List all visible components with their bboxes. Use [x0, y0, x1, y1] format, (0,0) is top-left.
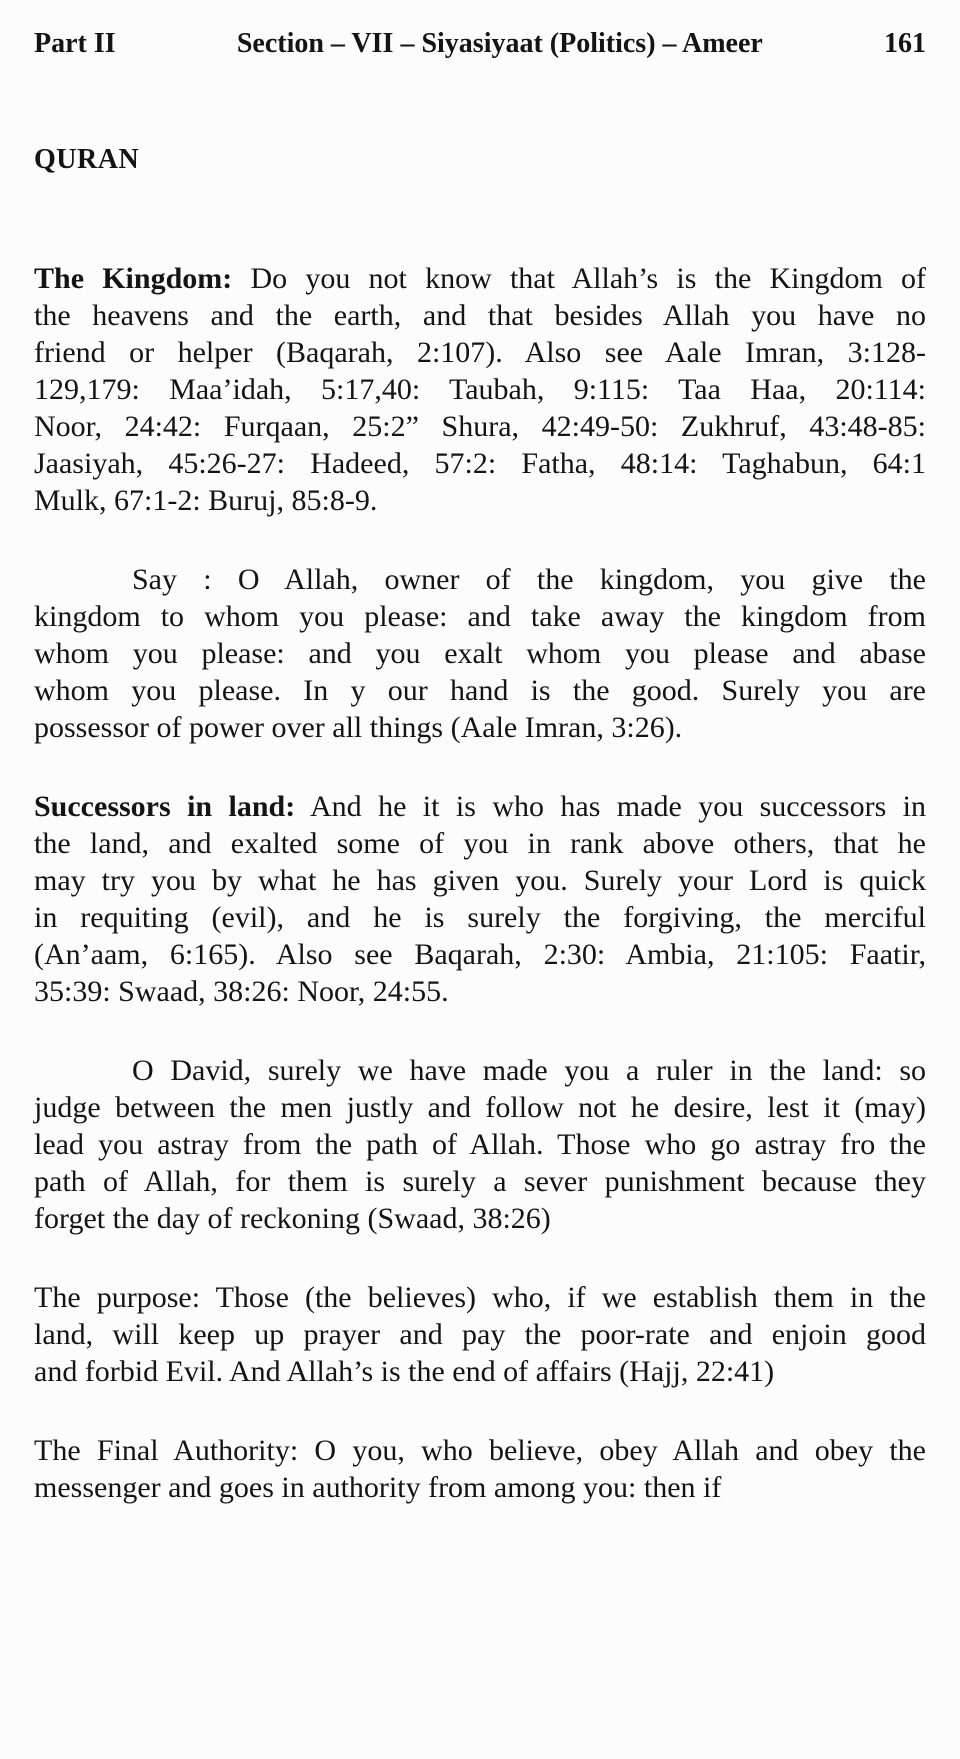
text-line: and forbid Evil. And Allah’s is the end of affairs (Hajj, 22:41)	[34, 1355, 775, 1388]
text-line: may try you by what he has given you. Surely your Lord is quick	[34, 864, 926, 897]
text-line: Mulk, 67:1-2: Buruj, 85:8-9.	[34, 484, 378, 517]
header-part-label: Part II	[34, 28, 116, 59]
text-line: the heavens and the earth, and that besides Allah you have no	[34, 299, 926, 332]
text-line: Successors in land: And he it is who has made you successors in	[34, 790, 926, 823]
text-line: judge between the men justly and follow not he desire, lest it (may)	[34, 1091, 926, 1124]
text-line: (An’aam, 6:165). Also see Baqarah, 2:30: Ambia, 21:105: Faatir,	[34, 938, 926, 971]
paragraph-o-david	[34, 1052, 926, 1237]
text-line: The Final Authority: O you, who believe, obey Allah and obey the	[34, 1434, 926, 1467]
paragraph-the-final-authority	[34, 1432, 926, 1506]
text-line: messenger and goes in authority from among you: then if	[34, 1471, 722, 1504]
text-line: The Kingdom: Do you not know that Allah’s is the Kingdom of	[34, 262, 927, 295]
header-section-title: Section – VII – Siyasiyaat (Politics) – Ameer	[236, 28, 763, 59]
text-line: land, will keep up prayer and pay the poor-rate and enjoin good	[34, 1318, 926, 1351]
text-line: O David, surely we have made you a ruler in the land: so	[132, 1054, 926, 1087]
text-line: in requiting (evil), and he is surely the forgiving, the merciful	[34, 901, 926, 934]
text-line: 129,179: Maa’idah, 5:17,40: Taubah, 9:115: Taa Haa, 20:114:	[34, 373, 926, 406]
paragraph-say-o-allah	[34, 561, 926, 746]
text-line: lead you astray from the path of Allah. Those who go astray fro the	[34, 1128, 926, 1161]
section-heading: QURAN	[34, 144, 140, 175]
text-line: Say : O Allah, owner of the kingdom, you give the	[132, 563, 926, 596]
text-line: Jaasiyah, 45:26-27: Hadeed, 57:2: Fatha, 48:14: Taghabun, 64:1	[34, 447, 926, 480]
paragraph-lead: The Kingdom:	[34, 262, 233, 295]
text-line: Noor, 24:42: Furqaan, 25:2” Shura, 42:49-50: Zukhruf, 43:48-85:	[34, 410, 926, 443]
paragraph-lead: Successors in land:	[34, 790, 296, 823]
text-line: friend or helper (Baqarah, 2:107). Also see Aale Imran, 3:128-	[34, 336, 926, 369]
body-text	[34, 260, 926, 1506]
paragraph-the-kingdom	[34, 260, 926, 519]
text-line: possessor of power over all things (Aale Imran, 3:26).	[34, 711, 683, 744]
text-line: whom you please. In y our hand is the good. Surely you are	[34, 674, 926, 707]
text-line: forget the day of reckoning (Swaad, 38:26)	[34, 1202, 551, 1235]
page-number: 161	[884, 28, 926, 59]
page-header	[34, 26, 926, 62]
text-line: The purpose: Those (the believes) who, if we establish them in the	[34, 1281, 926, 1314]
paragraph-the-purpose	[34, 1279, 926, 1390]
text-line: the land, and exalted some of you in rank above others, that he	[34, 827, 926, 860]
text-line: path of Allah, for them is surely a sever punishment because they	[34, 1165, 926, 1198]
text-line: 35:39: Swaad, 38:26: Noor, 24:55.	[34, 975, 449, 1008]
paragraph-successors-in-land	[34, 788, 926, 1010]
text-line: whom you please: and you exalt whom you please and abase	[34, 637, 926, 670]
text-line: kingdom to whom you please: and take away the kingdom from	[34, 600, 926, 633]
